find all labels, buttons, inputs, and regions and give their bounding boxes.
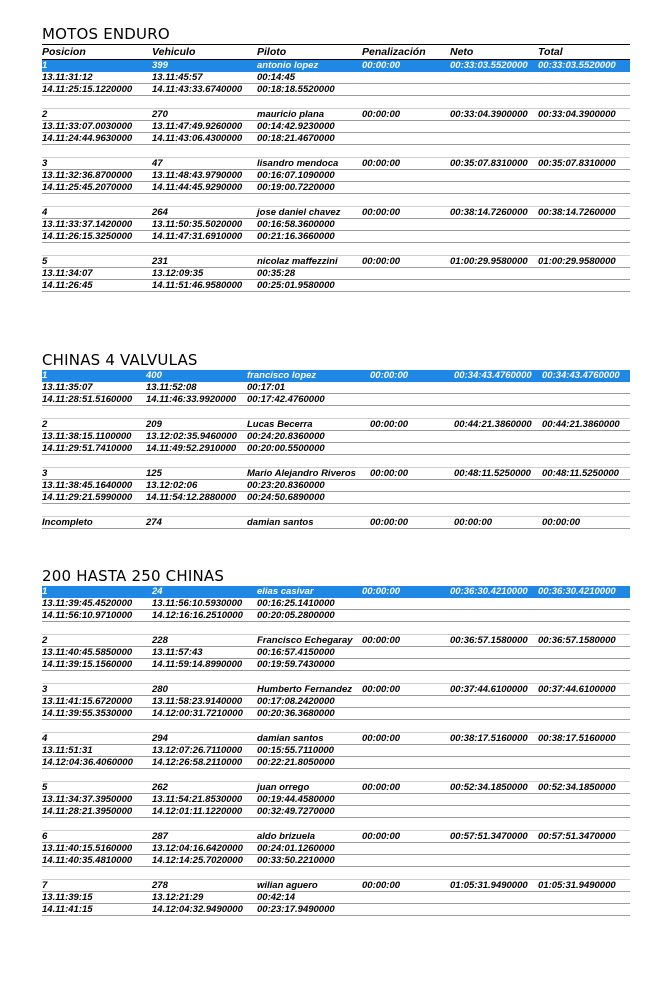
cell-net: 00:37:44.6100000: [450, 684, 528, 695]
lap-end: 13.12:02:06: [146, 480, 198, 491]
lap-duration: 00:32:49.7270000: [257, 806, 335, 817]
lap-row: [42, 170, 630, 182]
result-row: [42, 586, 630, 598]
cell-net: 00:33:04.3900000: [450, 109, 528, 120]
cell-position: 1: [42, 370, 48, 381]
result-row: [42, 733, 630, 745]
lap-duration: 00:24:50.6890000: [247, 492, 325, 503]
lap-duration: 00:23:17.9490000: [257, 904, 335, 915]
lap-start: 13.11:31:12: [42, 72, 93, 83]
lap-start: 13.11:38:45.1640000: [42, 480, 133, 491]
result-row: [42, 256, 630, 268]
lap-row: [42, 659, 630, 671]
lap-duration: 00:20:36.3680000: [257, 708, 335, 719]
lap-end: 14.11:54:12.2880000: [146, 492, 237, 503]
cell-pilot: elias casivar: [257, 586, 314, 597]
lap-duration: 00:33:50.2210000: [257, 855, 335, 866]
section-1: [42, 24, 630, 292]
cell-total: 00:38:14.7260000: [538, 207, 616, 218]
cell-pilot: antonio lopez: [257, 60, 319, 71]
lap-start: 13.11:51:31: [42, 745, 93, 756]
cell-total: 00:33:04.3900000: [538, 109, 616, 120]
cell-vehicle: 209: [146, 419, 162, 430]
cell-pilot: mauricio plana: [257, 109, 325, 120]
lap-end: 13.11:56:10.5930000: [152, 598, 243, 609]
column-header-total: Total: [538, 46, 563, 58]
lap-end: 13.11:50:35.5020000: [152, 219, 243, 230]
cell-net: 00:48:11.5250000: [454, 468, 531, 479]
lap-end: 13.11:57:43: [152, 647, 203, 658]
cell-total: 00:44:21.3860000: [542, 419, 620, 430]
lap-start: 14.11:26:45: [42, 280, 93, 291]
cell-penalty: 00:00:00: [362, 684, 401, 695]
column-header-piloto: Piloto: [257, 46, 287, 58]
row-spacer: [42, 145, 630, 158]
cell-vehicle: 262: [152, 782, 168, 793]
section-2: [42, 350, 630, 529]
cell-pilot: lisandro mendoca: [257, 158, 339, 169]
cell-net: 01:05:31.9490000: [450, 880, 528, 891]
cell-penalty: 00:00:00: [370, 468, 409, 479]
cell-pilot: Humberto Fernandez: [257, 684, 353, 695]
lap-duration: 00:15:55.7110000: [257, 745, 334, 756]
lap-row: [42, 843, 630, 855]
lap-end: 13.12:09:35: [152, 268, 204, 279]
cell-net: 00:35:07.8310000: [450, 158, 528, 169]
row-spacer: [42, 243, 630, 256]
cell-vehicle: 278: [152, 880, 168, 891]
row-spacer: [42, 194, 630, 207]
lap-row: [42, 84, 630, 96]
row-spacer: [42, 504, 630, 517]
lap-duration: 00:19:59.7430000: [257, 659, 335, 670]
cell-total: 00:57:51.3470000: [538, 831, 616, 842]
lap-start: 13.11:35:07: [42, 382, 93, 393]
cell-vehicle: 400: [146, 370, 162, 381]
lap-duration: 00:19:44.4580000: [257, 794, 335, 805]
lap-row: [42, 121, 630, 133]
row-spacer: [42, 867, 630, 880]
row-spacer: [42, 818, 630, 831]
result-row: [42, 60, 630, 72]
lap-end: 13.11:47:49.9260000: [152, 121, 243, 132]
result-row: [42, 684, 630, 696]
cell-vehicle: 270: [152, 109, 168, 120]
lap-duration: 00:22:21.8050000: [257, 757, 335, 768]
lap-start: 13.11:41:15.6720000: [42, 696, 133, 707]
lap-duration: 00:16:07.1090000: [257, 170, 335, 181]
section-title: MOTOS ENDURO: [42, 25, 170, 43]
lap-end: 14.11:43:06.4300000: [152, 133, 243, 144]
lap-duration: 00:24:20.8360000: [247, 431, 325, 442]
lap-duration: 00:21:16.3660000: [257, 231, 335, 242]
lap-end: 14.12:01:11.1220000: [152, 806, 243, 817]
lap-end: 14.11:47:31.6910000: [152, 231, 243, 242]
lap-end: 14.12:16:16.2510000: [152, 610, 243, 621]
lap-row: [42, 598, 630, 610]
row-spacer: [42, 96, 630, 109]
lap-row: [42, 394, 630, 406]
cell-position: 5: [42, 782, 48, 793]
result-row: [42, 880, 630, 892]
result-row: [42, 207, 630, 219]
result-row: [42, 782, 630, 794]
lap-duration: 00:23:20.8360000: [247, 480, 325, 491]
lap-start: 14.11:56:10.9710000: [42, 610, 133, 621]
lap-start: 14.11:24:44.9630000: [42, 133, 133, 144]
lap-start: 14.11:28:21.3950000: [42, 806, 133, 817]
cell-net: 00:57:51.3470000: [450, 831, 528, 842]
cell-pilot: nicolaz maffezzini: [257, 256, 338, 267]
cell-total: 00:34:43.4760000: [542, 370, 620, 381]
cell-vehicle: 228: [152, 635, 168, 646]
lap-start: 13.11:40:45.5850000: [42, 647, 133, 658]
lap-row: [42, 904, 630, 916]
lap-row: [42, 231, 630, 243]
lap-duration: 00:16:57.4150000: [257, 647, 335, 658]
cell-net: 00:36:30.4210000: [450, 586, 528, 597]
lap-start: 14.11:29:21.5990000: [42, 492, 133, 503]
row-spacer: [42, 406, 630, 419]
lap-duration: 00:20:00.5500000: [247, 443, 325, 454]
cell-total: 00:52:34.1850000: [538, 782, 616, 793]
lap-row: [42, 133, 630, 145]
cell-penalty: 00:00:00: [370, 517, 409, 528]
lap-end: 13.11:58:23.9140000: [152, 696, 243, 707]
cell-penalty: 00:00:00: [362, 109, 401, 120]
cell-penalty: 00:00:00: [370, 419, 409, 430]
lap-row: [42, 610, 630, 622]
cell-penalty: 00:00:00: [370, 370, 409, 381]
cell-position: 2: [42, 419, 48, 430]
cell-position: 1: [42, 586, 48, 597]
row-spacer: [42, 671, 630, 684]
cell-penalty: 00:00:00: [362, 158, 401, 169]
lap-row: [42, 268, 630, 280]
lap-end: 14.12:00:31.7210000: [152, 708, 243, 719]
cell-position: Incompleto: [42, 517, 93, 528]
cell-pilot: damian santos: [247, 517, 314, 528]
cell-penalty: 00:00:00: [362, 782, 401, 793]
row-spacer: [42, 622, 630, 635]
lap-start: 14.11:25:45.2070000: [42, 182, 133, 193]
column-header-neto: Neto: [450, 46, 474, 58]
lap-duration: 00:35:28: [257, 268, 296, 279]
lap-duration: 00:18:18.5520000: [257, 84, 335, 95]
cell-pilot: aldo brizuela: [257, 831, 316, 842]
lap-duration: 00:14:42.9230000: [257, 121, 335, 132]
lap-end: 13.12:07:26.7110000: [152, 745, 243, 756]
cell-pilot: Lucas Becerra: [247, 419, 313, 430]
cell-position: 4: [42, 733, 48, 744]
lap-start: 13.11:34:37.3950000: [42, 794, 133, 805]
result-row: [42, 370, 630, 382]
lap-duration: 00:20:05.2800000: [257, 610, 335, 621]
lap-end: 14.11:43:33.6740000: [152, 84, 243, 95]
lap-duration: 00:17:01: [247, 382, 286, 393]
cell-pilot: Mario Alejandro Riveros: [247, 468, 356, 479]
column-header-penalizacion: Penalización: [362, 46, 426, 58]
cell-pilot: Francisco Echegaray: [257, 635, 353, 646]
cell-position: 1: [42, 60, 48, 71]
row-spacer: [42, 769, 630, 782]
lap-start: 14.11:39:15.1560000: [42, 659, 133, 670]
lap-start: 13.11:39:45.4520000: [42, 598, 133, 609]
lap-end: 14.11:59:14.8990000: [152, 659, 243, 670]
cell-penalty: 00:00:00: [362, 831, 401, 842]
cell-net: 00:34:43.4760000: [454, 370, 532, 381]
cell-vehicle: 287: [152, 831, 168, 842]
lap-row: [42, 182, 630, 194]
lap-end: 14.11:51:46.9580000: [152, 280, 243, 291]
lap-row: [42, 492, 630, 504]
lap-end: 13.11:45:57: [152, 72, 203, 83]
lap-row: [42, 855, 630, 867]
lap-start: 14.11:39:55.3530000: [42, 708, 133, 719]
lap-row: [42, 806, 630, 818]
cell-penalty: 00:00:00: [362, 733, 401, 744]
cell-vehicle: 274: [146, 517, 162, 528]
lap-row: [42, 696, 630, 708]
lap-start: 13.11:38:15.1100000: [42, 431, 132, 442]
column-header-vehiculo: Vehiculo: [152, 46, 196, 58]
lap-end: 13.11:52:08: [146, 382, 197, 393]
cell-total: 00:37:44.6100000: [538, 684, 616, 695]
lap-duration: 00:42:14: [257, 892, 296, 903]
section-title: 200 HASTA 250 CHINAS: [42, 567, 225, 585]
cell-vehicle: 280: [152, 684, 168, 695]
lap-duration: 00:18:21.4670000: [257, 133, 335, 144]
cell-total: 00:38:17.5160000: [538, 733, 616, 744]
lap-row: [42, 647, 630, 659]
lap-end: 13.11:54:21.8530000: [152, 794, 243, 805]
cell-total: 00:36:57.1580000: [538, 635, 616, 646]
result-row: [42, 158, 630, 170]
result-row: [42, 831, 630, 843]
cell-net: 00:36:57.1580000: [450, 635, 528, 646]
cell-position: 5: [42, 256, 48, 267]
row-spacer: [42, 720, 630, 733]
cell-total: 00:36:30.4210000: [538, 586, 616, 597]
cell-penalty: 00:00:00: [362, 60, 401, 71]
cell-position: 2: [42, 635, 48, 646]
lap-end: 13.12:04:16.6420000: [152, 843, 243, 854]
lap-row: [42, 219, 630, 231]
lap-row: [42, 382, 630, 394]
cell-vehicle: 231: [152, 256, 168, 267]
cell-position: 3: [42, 684, 48, 695]
lap-row: [42, 443, 630, 455]
cell-pilot: damian santos: [257, 733, 324, 744]
lap-duration: 00:19:00.7220000: [257, 182, 335, 193]
cell-position: 3: [42, 468, 48, 479]
lap-duration: 00:25:01.9580000: [257, 280, 335, 291]
lap-duration: 00:16:58.3600000: [257, 219, 335, 230]
lap-end: 14.12:26:58.2110000: [152, 757, 243, 768]
cell-net: 01:00:29.9580000: [450, 256, 528, 267]
cell-net: 00:00:00: [454, 517, 493, 528]
cell-pilot: francisco lopez: [247, 370, 317, 381]
lap-row: [42, 708, 630, 720]
cell-position: 4: [42, 207, 48, 218]
lap-start: 14.11:25:15.1220000: [42, 84, 133, 95]
cell-pilot: juan orrego: [257, 782, 310, 793]
lap-end: 13.12:21:29: [152, 892, 204, 903]
lap-start: 14.11:29:51.7410000: [42, 443, 133, 454]
cell-total: 00:35:07.8310000: [538, 158, 616, 169]
lap-duration: 00:17:42.4760000: [247, 394, 325, 405]
cell-net: 00:52:34.1850000: [450, 782, 528, 793]
lap-start: 13.11:33:07.0030000: [42, 121, 133, 132]
lap-start: 14.12:04:36.4060000: [42, 757, 133, 768]
lap-end: 14.12:14:25.7020000: [152, 855, 243, 866]
cell-position: 2: [42, 109, 48, 120]
cell-pilot: jose daniel chavez: [257, 207, 341, 218]
cell-penalty: 00:00:00: [362, 256, 401, 267]
cell-penalty: 00:00:00: [362, 586, 401, 597]
cell-position: 3: [42, 158, 48, 169]
cell-vehicle: 294: [152, 733, 168, 744]
cell-net: 00:38:17.5160000: [450, 733, 528, 744]
cell-total: 00:48:11.5250000: [542, 468, 619, 479]
cell-net: 00:44:21.3860000: [454, 419, 532, 430]
lap-row: [42, 72, 630, 84]
column-header-row: [42, 44, 630, 60]
cell-pilot: wilian aguero: [257, 880, 318, 891]
cell-vehicle: 125: [146, 468, 162, 479]
result-row: [42, 109, 630, 121]
lap-start: 13.11:33:37.1420000: [42, 219, 133, 230]
section-title: CHINAS 4 VALVULAS: [42, 351, 198, 369]
cell-vehicle: 264: [152, 207, 168, 218]
cell-penalty: 00:00:00: [362, 880, 401, 891]
lap-end: 13.11:48:43.9790000: [152, 170, 243, 181]
lap-row: [42, 745, 630, 757]
cell-total: 00:00:00: [542, 517, 581, 528]
cell-penalty: 00:00:00: [362, 207, 401, 218]
cell-vehicle: 24: [152, 586, 163, 597]
lap-start: 14.11:26:15.3250000: [42, 231, 133, 242]
section-3: [42, 566, 630, 916]
cell-vehicle: 47: [152, 158, 163, 169]
lap-row: [42, 794, 630, 806]
cell-total: 01:05:31.9490000: [538, 880, 616, 891]
lap-row: [42, 431, 630, 443]
lap-end: 13.12:02:35.9460000: [146, 431, 237, 442]
lap-duration: 00:14:45: [257, 72, 296, 83]
lap-start: 14.11:28:51.5160000: [42, 394, 133, 405]
cell-position: 7: [42, 880, 48, 891]
lap-end: 14.11:46:33.9920000: [146, 394, 237, 405]
cell-vehicle: 399: [152, 60, 168, 71]
column-header-posicion: Posicion: [42, 46, 86, 58]
cell-total: 01:00:29.9580000: [538, 256, 616, 267]
lap-end: 14.11:49:52.2910000: [146, 443, 237, 454]
lap-row: [42, 480, 630, 492]
cell-net: 00:33:03.5520000: [450, 60, 528, 71]
lap-row: [42, 757, 630, 769]
cell-total: 00:33:03.5520000: [538, 60, 616, 71]
lap-start: 13.11:40:15.5160000: [42, 843, 133, 854]
cell-position: 6: [42, 831, 48, 842]
lap-duration: 00:24:01.1260000: [257, 843, 335, 854]
lap-start: 13.11:34:07: [42, 268, 93, 279]
result-row: [42, 468, 630, 480]
lap-start: 13.11:32:36.8700000: [42, 170, 133, 181]
lap-start: 14.11:40:35.4810000: [42, 855, 133, 866]
result-row: [42, 419, 630, 431]
lap-start: 13.11:39:15: [42, 892, 93, 903]
result-row: [42, 517, 630, 529]
lap-end: 14.12:04:32.9490000: [152, 904, 243, 915]
lap-end: 14.11:44:45.9290000: [152, 182, 243, 193]
lap-duration: 00:16:25.1410000: [257, 598, 335, 609]
result-row: [42, 635, 630, 647]
cell-penalty: 00:00:00: [362, 635, 401, 646]
lap-duration: 00:17:08.2420000: [257, 696, 335, 707]
lap-start: 14.11:41:15: [42, 904, 93, 915]
row-spacer: [42, 455, 630, 468]
cell-net: 00:38:14.7260000: [450, 207, 528, 218]
lap-row: [42, 280, 630, 292]
lap-row: [42, 892, 630, 904]
